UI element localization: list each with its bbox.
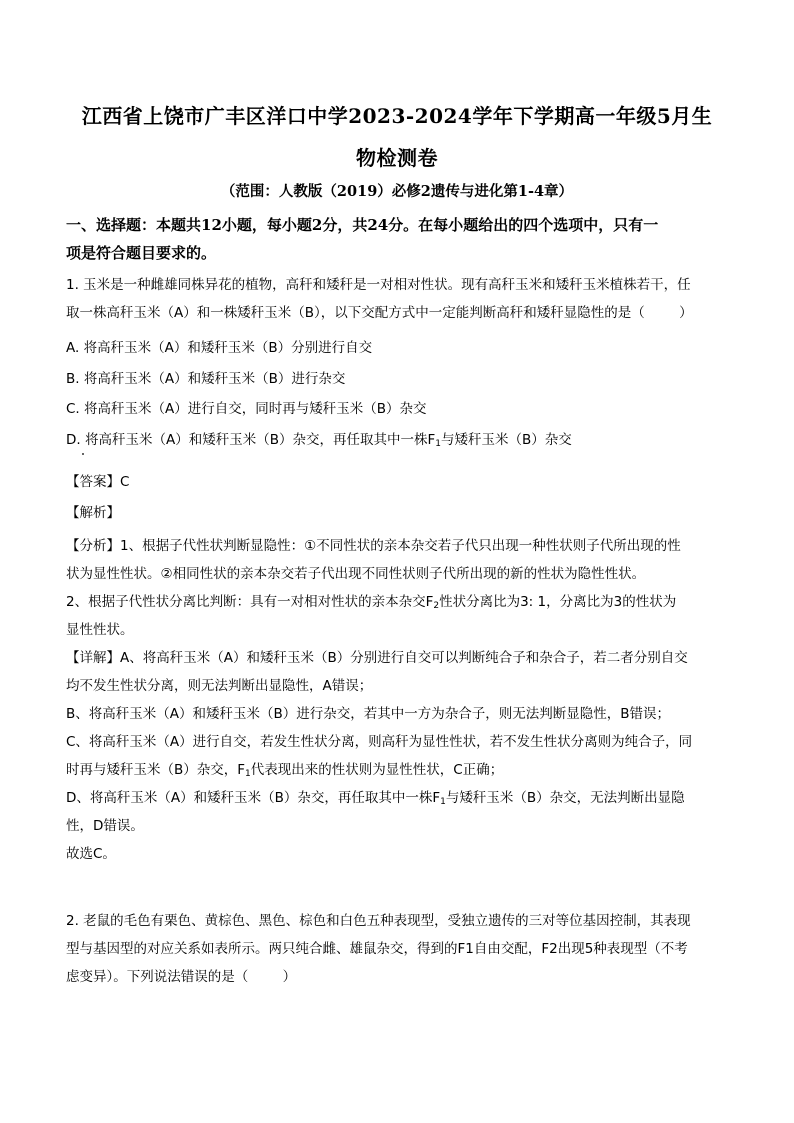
exam-scope: （范围：人教版（2019）必修2遗传与进化第1-4章） xyxy=(220,183,574,200)
analysis-p1-line-1: 【分析】1、根据子代性状判断显隐性：①不同性状的亲本杂交若子代只出现一种性状则子代所出现的性 xyxy=(66,538,681,554)
analysis-p2-line-1 xyxy=(66,588,730,616)
question-2-stem-line-1: 2. 老鼠的毛色有栗色、黄棕色、黑色、棕色和白色五种表现型，受独立遗传的三对等位基因控制，其表现 xyxy=(66,913,691,929)
option-c: C. 将高秆玉米（A）进行自交，同时再与矮秆玉米（B）杂交 xyxy=(66,401,427,417)
question-2-stem-line-2: 型与基因型的对应关系如表所示。两只纯合雌、雄鼠杂交，得到的F1自由交配，F2出现5种表现型（不考 xyxy=(66,941,688,957)
stray-dot xyxy=(82,453,84,455)
detail-c-subscript: 1 xyxy=(245,769,251,779)
analysis-p2-subscript: 2 xyxy=(433,601,440,611)
section-heading xyxy=(66,211,730,267)
detail-d-line-2: 性，D错误。 xyxy=(66,818,144,834)
question-2-stem-line-3: 虑变异）。下列说法错误的是（ ） xyxy=(66,969,297,985)
option-d xyxy=(66,425,730,456)
question-2-stem xyxy=(66,907,730,991)
question-1-stem xyxy=(66,271,730,327)
section-heading-line-2: 项是符合题目要求的。 xyxy=(66,244,217,262)
detail-a-line-2: 均不发生性状分离，则无法判断出显隐性，A错误； xyxy=(66,678,373,694)
conclusion: 故选C。 xyxy=(66,846,116,862)
option-d-text-2: 与矮秆玉米（B）杂交 xyxy=(440,431,572,448)
answer-block xyxy=(66,467,730,529)
question-1-options xyxy=(66,333,730,455)
option-b: B. 将高秆玉米（A）和矮秆玉米（B）进行杂交 xyxy=(66,370,346,387)
detail-c-line-1: C、将高秆玉米（A）进行自交，若发生性状分离，则高秆为显性性状，若不发生性状分离则为纯合子，同 xyxy=(66,734,693,750)
analysis-p2-text-2: 性状分离比为3: 1，分离比为3的性状为 xyxy=(439,594,677,610)
analysis-body xyxy=(66,532,730,868)
detail-c-line-2 xyxy=(66,756,730,784)
document-title-line-1: 江西省上饶市广丰区洋口中学2023-2024学年下学期高一年级5月生 xyxy=(81,104,713,128)
option-a: A. 将高秆玉米（A）和矮秆玉米（B）分别进行自交 xyxy=(66,340,373,356)
answer-label: 【答案】 xyxy=(66,474,120,490)
answer-line xyxy=(66,467,730,498)
option-d-subscript: 1 xyxy=(435,438,441,449)
detail-d-text-2: 与矮秆玉米（B）杂交，无法判断出显隐 xyxy=(445,790,685,806)
detail-c-text-2: 代表现出来的性状则为显性性状，C正确； xyxy=(250,762,504,778)
analysis-p2-text-1: 2、根据子代性状分离比判断：具有一对相对性状的亲本杂交F xyxy=(66,594,434,610)
option-d-text-1: D. 将高秆玉米（A）和矮秆玉米（B）杂交，再任取其中一株F xyxy=(66,431,436,448)
question-1-stem-line-1: 1. 玉米是一种雌雄同株异花的植物，高秆和矮秆是一对相对性状。现有高秆玉米和矮秆玉米植株若干，任 xyxy=(66,277,691,293)
analysis-label: 【解析】 xyxy=(66,505,120,521)
analysis-p1-line-2: 状为显性性状。②相同性状的亲本杂交若子代出现不同性状则子代所出现的新的性状为隐性性状。 xyxy=(66,566,646,582)
analysis-p2-line-2: 显性性状。 xyxy=(66,622,134,638)
detail-c-text-1: 时再与矮秆玉米（B）杂交，F xyxy=(66,762,246,778)
detail-a-line-1: 【详解】A、将高秆玉米（A）和矮秆玉米（B）分别进行自交可以判断纯合子和杂合子，若二者分别自交 xyxy=(66,650,688,666)
section-heading-line-1: 一、选择题：本题共12小题，每小题2分，共24分。在每小题给出的四个选项中，只有一 xyxy=(66,216,659,234)
detail-d-subscript: 1 xyxy=(440,797,446,807)
document-title-line-2: 物检测卷 xyxy=(356,146,438,170)
question-1-stem-line-2: 取一株高秆玉米（A）和一株矮秆玉米（B），以下交配方式中一定能判断高秆和矮秆显隐性的是（ ） xyxy=(66,305,693,321)
detail-d-line-1 xyxy=(66,784,730,812)
detail-b: B、将高秆玉米（A）和矮秆玉米（B）进行杂交，若其中一方为杂合子，则无法判断显隐性，B错误； xyxy=(66,706,671,722)
detail-d-text-1: D、将高秆玉米（A）和矮秆玉米（B）杂交，再任取其中一株F xyxy=(66,790,441,806)
answer-value: C xyxy=(120,474,130,490)
